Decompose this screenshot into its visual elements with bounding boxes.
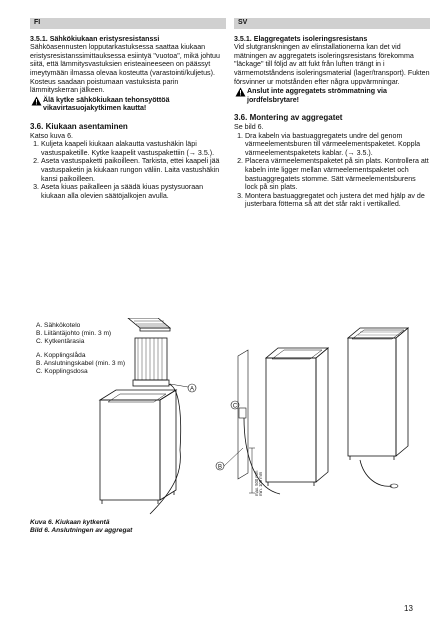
sv-warning-text: Anslut inte aggregatets strömmatning via jordfelsbrytare! <box>247 87 387 104</box>
sv-installation-section <box>234 113 430 209</box>
figure-label-b: B <box>217 464 223 471</box>
caption-sv: Bild 6. Anslutningen av aggregat <box>30 527 133 535</box>
finnish-column <box>30 18 226 200</box>
fi-installation-section <box>30 122 226 200</box>
fi-installation-steps <box>30 140 226 200</box>
dimension-min-label: min. 100 mm <box>258 471 263 496</box>
wall-heater-drawing <box>216 348 328 494</box>
sv-installation-intro: Se bild 6. <box>234 122 264 131</box>
fi-insulation-body: Sähköasennusten lopputarkastuksessa saattaa kiukaan eristysresistanssimittauksessa esiintyä "vuotoa", mikä johtuu siitä, että lämmitysvastuksien eristeaineeseen on päässyt imeytymään ilmassa olevaa kosteutta (varastointi/kuljetus). Kosteus saadaan poistumaan vastuksista parin lämmityskerran jälkeen. <box>30 43 220 95</box>
list-item: 1. Dra kabeln via bastuaggregatets undre del genom värmeelementsburen till värmeelementspaketet. Koppla värmeelementspaketets kablar. (→ 3.5.). <box>245 132 430 158</box>
list-item: 1. Kuljeta kaapeli kiukaan alakautta vastushäkin läpi vastuspaketille. Kytke kaapelit vastuspakettiin (→ 3.5.). <box>41 140 226 157</box>
fi-warning <box>30 96 226 113</box>
warning-icon <box>30 96 43 106</box>
sv-installation-title: 3.6. Montering av aggregatet <box>234 113 343 123</box>
list-item: 3. Montera bastuaggregatet och justera det med hjälp av de justerbara fötterna så att det står rakt i vertikalled. <box>245 192 430 209</box>
language-tag-fi: FI <box>30 18 226 29</box>
sv-insulation-body: Vid slutgranskningen av elinstallationerna kan det vid mätningen av aggregatets isoleringsresistans förekomma "läckage" till följd av att fukt från luften trängt in i värmemotståndens isoleringsmaterial (lager/transport). Fukten försvinner ur motstånden efter några uppvärmningar. <box>234 43 430 86</box>
list-item: 3. Aseta kiuas paikalleen ja säädä kiuas pystysuoraan kiukaan alla olevien säätöjalkojen avulla. <box>41 183 226 200</box>
legend-item: C. Kopplingsdosa <box>36 368 88 376</box>
installation-figure <box>30 318 415 518</box>
dimension-max-label: max. 500 mm <box>254 470 259 496</box>
caption-fi: Kuva 6. Kiukaan kytkentä <box>30 519 110 526</box>
figure-label-a: A <box>189 386 195 393</box>
figure-label-c: C <box>232 403 238 410</box>
floor-heater-drawing <box>348 328 408 488</box>
figure-captions <box>30 519 132 535</box>
swedish-column <box>234 18 430 209</box>
sv-installation-steps <box>234 132 430 209</box>
legend-item: A. Kopplingslåda <box>36 351 86 359</box>
fi-installation-title: 3.6. Kiukaan asentaminen <box>30 121 128 131</box>
figure-legend <box>36 322 125 376</box>
list-item: 2. Aseta vastuspaketti paikoilleen. Tarkista, ettei kaapeli jää vastuspaketin ja kiukaan rungon väliin. Laita vastushäkin kansi paikoilleen. <box>41 157 226 183</box>
language-tag-sv: SV <box>234 18 430 29</box>
sv-insulation-heading: 3.5.1. Elaggregatets isoleringsresistans <box>234 34 368 43</box>
fi-insulation-heading: 3.5.1. Sähkökiukaan eristysresistanssi <box>30 34 160 43</box>
fi-installation-intro: Katso kuva 6. <box>30 131 73 140</box>
legend-item: C. Kytkentärasia <box>36 338 85 346</box>
fi-warning-text: Älä kytke sähkökiukaan tehonsyöttöä vikavirtasuojakytkimen kautta! <box>43 95 170 113</box>
legend-item: B. Anslutningskabel (min. 3 m) <box>36 359 126 367</box>
page-number: 13 <box>404 604 413 613</box>
legend-item: A. Sähkökotelo <box>36 322 81 329</box>
legend-item: B. Liitäntäjohto (min. 3 m) <box>36 330 112 338</box>
warning-icon <box>234 87 247 97</box>
sv-warning <box>234 87 430 104</box>
list-item: 2. Placera värmeelementspaketet på sin plats. Kontrollera att kabeln inte ligger mellan värmeelementspaketet och bastuaggregatets stomme. Sätt värmeelementsburens lock på sin plats. <box>245 157 430 191</box>
